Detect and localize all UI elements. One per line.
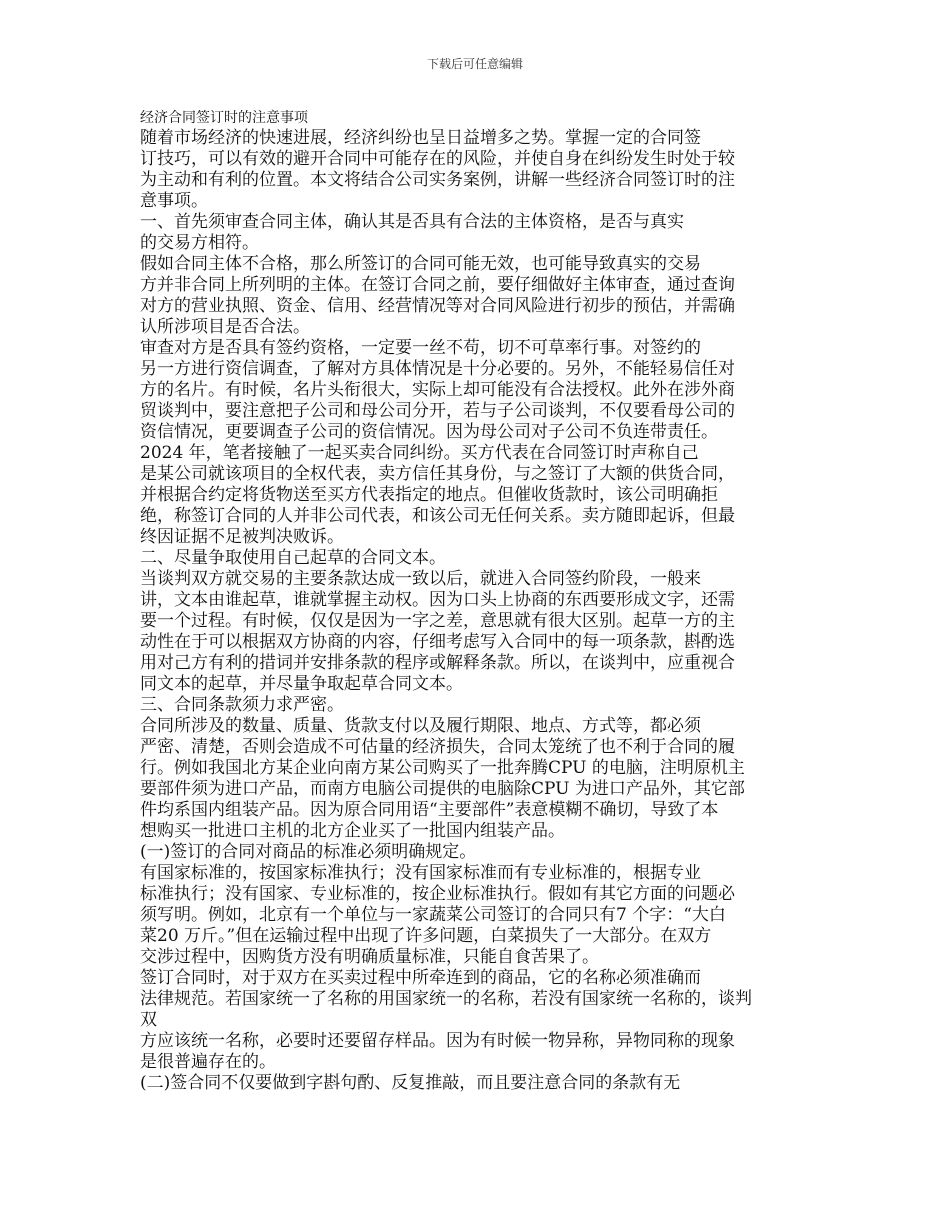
- text-line: 合同所涉及的数量、质量、货款支付以及履行期限、地点、方式等，都必须: [140, 716, 701, 736]
- text-line: 的交易方相符。: [140, 233, 259, 253]
- subsection-heading-2: (二)签合同不仅要做到字斟句酌、反复推敲，而且要注意合同的条款有无: [140, 1073, 681, 1093]
- text-line: 贸谈判中，要注意把子公司和母公司分开，若与子公司谈判，不仅要看母公司的: [140, 401, 735, 421]
- text-line: 方应该统一名称，必要时还要留存样品。因为有时候一物异称，异物同称的现象: [140, 1031, 735, 1051]
- text-line: 资信情况，更要调查子公司的资信情况。因为母公司对子公司不负连带责任。: [140, 422, 718, 442]
- text-line: 并根据合约定将货物送至买方代表指定的地点。但催收货款时，该公司明确拒: [140, 485, 718, 505]
- text-line: 行。例如我国北方某企业向南方某公司购买了一批奔腾CPU 的电脑，注明原机主: [140, 758, 745, 778]
- text-line: 件均系国内组装产品。因为原合同用语“主要部件”表意模糊不确切，导致了本: [140, 800, 719, 820]
- text-line: 想购买一批进口主机的北方企业买了一批国内组装产品。: [140, 821, 565, 841]
- text-line: 当谈判双方就交易的主要条款达成一致以后，就进入合同签约阶段，一般来: [140, 569, 701, 589]
- text-line: 终因证据不足被判决败诉。: [140, 527, 344, 547]
- text-line: 签订合同时，对于双方在买卖过程中所牵连到的商品，它的名称必须准确而: [140, 968, 701, 988]
- text-line: 2024 年，笔者接触了一起买卖合同纠纷。买方代表在合同签订时声称自己: [140, 443, 699, 463]
- text-line: 为主动和有利的位置。本文将结合公司实务案例，讲解一些经济合同签订时的注: [140, 170, 735, 190]
- text-line: 双: [140, 1010, 157, 1030]
- document-title: 经济合同签订时的注意事项: [140, 110, 308, 126]
- text-line: 认所涉项目是否合法。: [140, 317, 310, 337]
- subsection-heading-1: (一)签订的合同对商品的标准必须明确规定。: [140, 842, 477, 862]
- section-heading-1: 一、首先须审查合同主体，确认其是否具有合法的主体资格，是否与真实: [140, 212, 684, 232]
- text-line: 是某公司就该项目的全权代表，卖方信任其身份，与之签订了大额的供货合同，: [140, 464, 735, 484]
- text-line: 有国家标准的，按国家标准执行；没有国家标准而有专业标准的，根据专业: [140, 863, 701, 883]
- text-line: 意事项。: [140, 191, 208, 211]
- text-line: 交涉过程中，因购货方没有明确质量标准，只能自食苦果了。: [140, 947, 599, 967]
- text-line: 同文本的起草，并尽量争取起草合同文本。: [140, 674, 463, 694]
- text-line: 假如合同主体不合格，那么所签订的合同可能无效，也可能导致真实的交易: [140, 254, 701, 274]
- text-line: 法律规范。若国家统一了名称的用国家统一的名称，若没有国家统一名称的，谈判: [140, 989, 752, 1009]
- text-line: 方并非合同上所列明的主体。在签订合同之前，要仔细做好主体审查，通过查询: [140, 275, 735, 295]
- text-line: 绝，称签订合同的人并非公司代表，和该公司无任何关系。卖方随即起诉，但最: [140, 506, 735, 526]
- text-line: 严密、清楚，否则会造成不可估量的经济损失，合同太笼统了也不利于合同的履: [140, 737, 735, 757]
- document-body: [140, 128, 820, 1094]
- text-line: 方的名片。有时候，名片头衔很大，实际上却可能没有合法授权。此外在涉外商: [140, 380, 735, 400]
- text-line: 用对己方有利的措词并安排条款的程序或解释条款。所以，在谈判中，应重视合: [140, 653, 735, 673]
- text-line: 另一方进行资信调查，了解对方具体情况是十分必要的。另外，不能轻易信任对: [140, 359, 735, 379]
- page-header-note: 下载后可任意编辑: [426, 57, 523, 71]
- text-line: 审查对方是否具有签约资格，一定要一丝不苟，切不可草率行事。对签约的: [140, 338, 701, 358]
- text-line: 要部件须为进口产品，而南方电脑公司提供的电脑除CPU 为进口产品外，其它部: [140, 779, 745, 799]
- text-line: 须写明。例如，北京有一个单位与一家蔬菜公司签订的合同只有7 个字：“大白: [140, 905, 726, 925]
- text-line: 是很普遍存在的。: [140, 1052, 276, 1072]
- section-heading-3: 三、合同条款须力求严密。: [140, 695, 344, 715]
- text-line: 动性在于可以根据双方协商的内容，仔细考虑写入合同中的每一项条款，斟酌选: [140, 632, 735, 652]
- text-line: 讲，文本由谁起草，谁就掌握主动权。因为口头上协商的东西要形成文字，还需: [140, 590, 735, 610]
- text-line: 订技巧，可以有效的避开合同中可能存在的风险，并使自身在纠纷发生时处于较: [140, 149, 735, 169]
- text-line: 对方的营业执照、资金、信用、经营情况等对合同风险进行初步的预估，并需确: [140, 296, 735, 316]
- section-heading-2: 二、尽量争取使用自己起草的合同文本。: [140, 548, 446, 568]
- text-line: 要一个过程。有时候，仅仅是因为一字之差，意思就有很大区别。起草一方的主: [140, 611, 735, 631]
- text-line: 标准执行；没有国家、专业标准的，按企业标准执行。假如有其它方面的问题必: [140, 884, 735, 904]
- text-line: 随着市场经济的快速进展，经济纠纷也呈日益增多之势。掌握一定的合同签: [140, 128, 701, 148]
- text-line: 菜20 万斤。”但在运输过程中出现了许多问题，白菜损失了一大部分。在双方: [140, 926, 712, 946]
